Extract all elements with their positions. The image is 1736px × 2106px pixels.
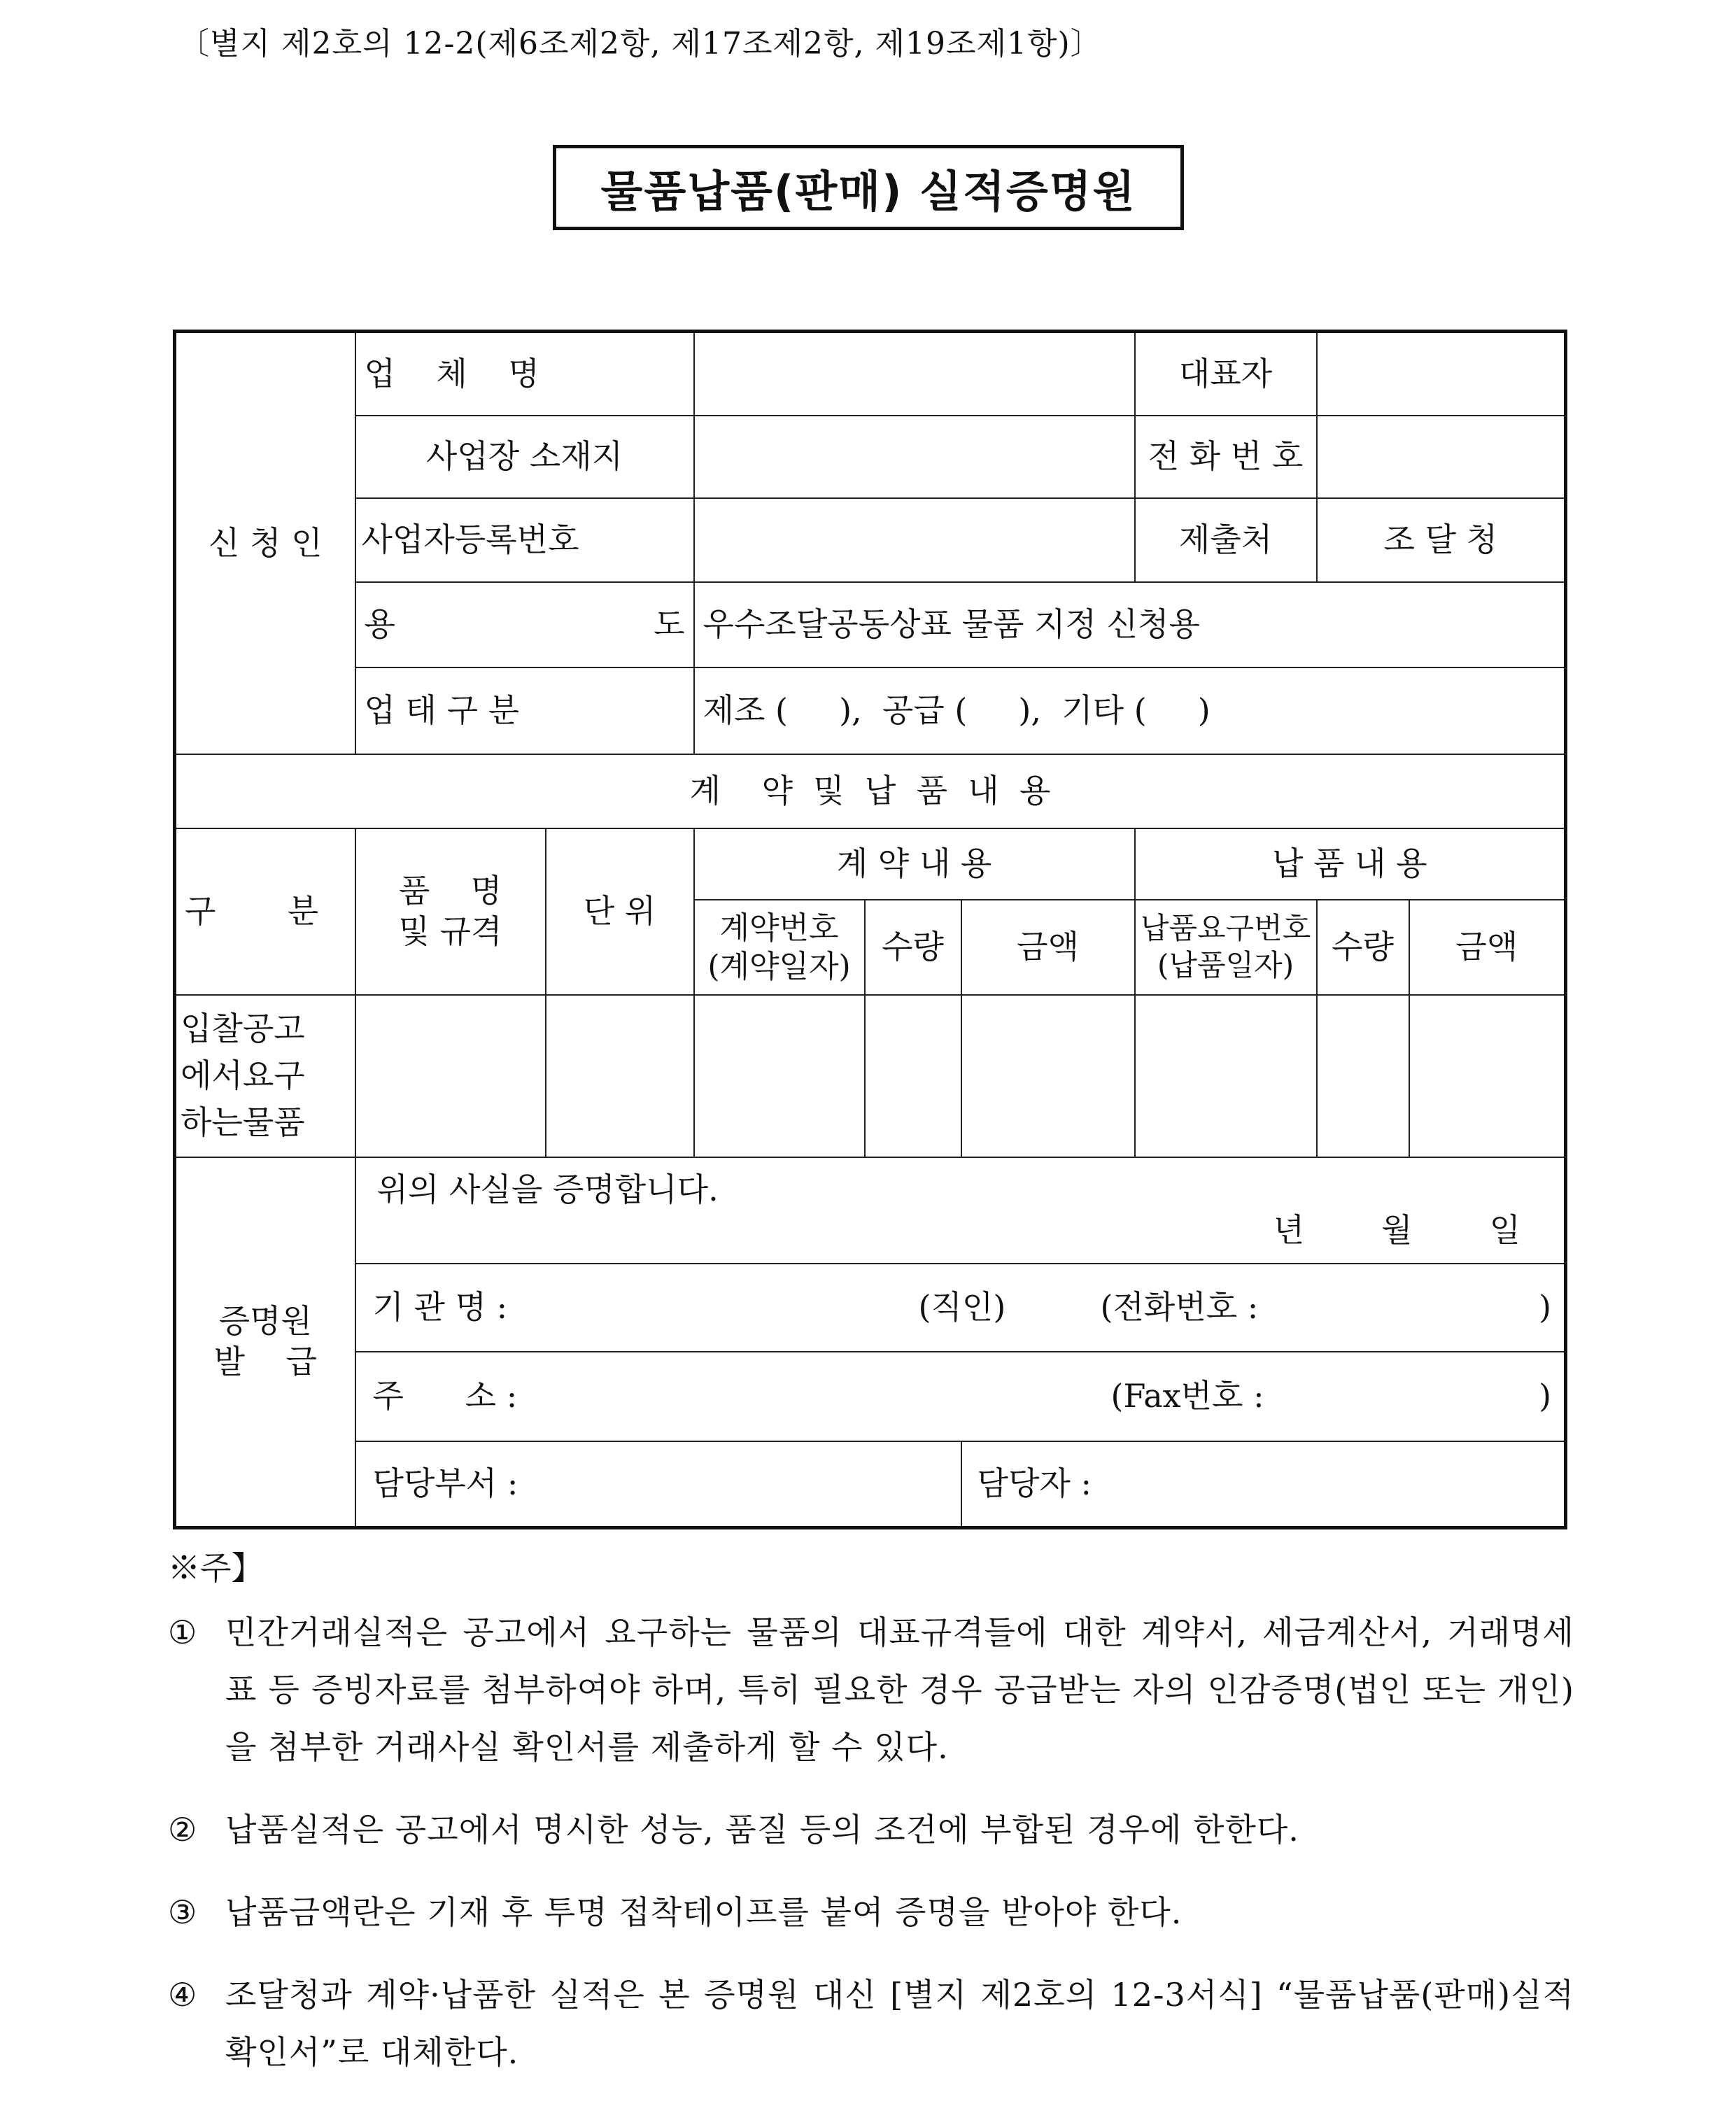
cert-statement-cell	[355, 1157, 1566, 1264]
row-company	[175, 332, 1566, 416]
row-cert-agency	[175, 1264, 1566, 1352]
row-address	[175, 416, 1566, 498]
notes-heading: ※주】	[168, 1549, 264, 1587]
submit-to-value: 조 달 청	[1317, 498, 1566, 582]
purpose-label: 용 도	[355, 582, 694, 667]
phone-label: 전 화 번 호	[1135, 416, 1317, 498]
row-cert-statement	[175, 1157, 1566, 1264]
biz-type-options[interactable]: 제조 ( ), 공급 ( ), 기타 ( )	[694, 667, 1566, 754]
delivery-amount-field[interactable]	[1409, 995, 1566, 1157]
form-reference: 〔별지 제2호의 12-2(제6조제2항, 제17조제2항, 제19조제1항)〕	[178, 26, 1102, 62]
agency-label: 기 관 명 :	[372, 1287, 508, 1326]
row-purpose	[175, 582, 1566, 667]
contract-section-title: 계 약 및 납 품 내 용	[175, 754, 1566, 828]
note-item	[168, 1966, 1574, 2081]
cert-section-label: 증명원 발 급	[175, 1157, 355, 1528]
row-biz-type	[175, 667, 1566, 754]
note-item	[168, 1801, 1574, 1858]
seal-label: (직인)	[918, 1287, 1006, 1326]
note-text: 납품금액란은 기재 후 투명 접착테이프를 붙여 증명을 받아야 한다.	[225, 1893, 1183, 1931]
cert-agency-cell	[355, 1264, 1566, 1352]
certificate-form-table	[173, 330, 1567, 1529]
address-field[interactable]	[694, 416, 1135, 498]
note-text: 납품실적은 공고에서 명시한 성능, 품질 등의 조건에 부합된 경우에 한한다.	[225, 1811, 1299, 1849]
item-name-field[interactable]	[355, 995, 546, 1157]
col-delivery-amount: 금액	[1409, 900, 1566, 995]
note-number: ③	[168, 1893, 197, 1931]
col-delivery-no: 납품요구번호 (납품일자)	[1135, 900, 1317, 995]
col-contract-amount: 금액	[961, 900, 1135, 995]
col-contract-group: 계 약 내 용	[694, 828, 1135, 900]
delivery-no-field[interactable]	[1135, 995, 1317, 1157]
row-contract-section-title	[175, 754, 1566, 828]
address-label: 사업장 소재지	[355, 416, 694, 498]
agency-phone-label: (전화번호 :	[1100, 1287, 1259, 1326]
note-number: ①	[168, 1613, 197, 1651]
row-cert-address	[175, 1352, 1566, 1441]
submit-to-label: 제출처	[1135, 498, 1317, 582]
representative-label: 대표자	[1135, 332, 1317, 416]
note-number: ④	[168, 1976, 197, 2014]
company-name-field[interactable]	[694, 332, 1135, 416]
row-cert-dept	[175, 1441, 1566, 1528]
cert-address-label: 주 소 :	[372, 1376, 518, 1415]
cert-address-cell	[355, 1352, 1566, 1441]
note-item	[168, 1884, 1574, 1941]
delivery-qty-field[interactable]	[1317, 995, 1409, 1157]
phone-field[interactable]	[1317, 416, 1566, 498]
cert-statement: 위의 사실을 증명합니다.	[376, 1171, 719, 1208]
applicant-section-label: 신 청 인	[175, 332, 355, 754]
title-box	[553, 145, 1184, 230]
biz-reg-label: 사업자등록번호	[355, 498, 694, 582]
note-item	[168, 1604, 1574, 1776]
row-item	[175, 995, 1566, 1157]
col-delivery-qty: 수량	[1317, 900, 1409, 995]
row-col-header-1	[175, 828, 1566, 900]
company-name-label: 업 체 명	[355, 332, 694, 416]
col-item-name: 품 명 및 규격	[355, 828, 546, 995]
person-label: 담당자 :	[961, 1441, 1566, 1528]
col-contract-no: 계약번호 (계약일자)	[694, 900, 865, 995]
contract-no-field[interactable]	[694, 995, 865, 1157]
biz-type-label: 업 태 구 분	[355, 667, 694, 754]
dept-label: 담당부서 :	[355, 1441, 961, 1528]
unit-field[interactable]	[546, 995, 694, 1157]
row-biz-reg	[175, 498, 1566, 582]
col-delivery-group: 납 품 내 용	[1135, 828, 1566, 900]
col-unit: 단 위	[546, 828, 694, 995]
note-text: 민간거래실적은 공고에서 요구하는 물품의 대표규격들에 대한 계약서, 세금계산서, 거래명세표 등 증빙자료를 첨부하여야 하며, 특히 필요한 경우 공급받는 자의 인감증명(법인 또는 개인)을 첨부한 거래사실 확인서를 제출하게 할 수 있다.	[225, 1613, 1574, 1766]
purpose-value: 우수조달공동상표 물품 지정 신청용	[694, 582, 1566, 667]
agency-phone-close: )	[1539, 1287, 1552, 1326]
row-item-label: 입찰공고 에서요구 하는물품	[175, 995, 355, 1157]
note-text: 조달청과 계약·납품한 실적은 본 증명원 대신 [별지 제2호의 12-3서식] “물품납품(판매)실적확인서”로 대체한다.	[225, 1976, 1574, 2071]
contract-amount-field[interactable]	[961, 995, 1135, 1157]
page-title: 물품납품(판매) 실적증명원	[600, 165, 1136, 217]
contract-qty-field[interactable]	[865, 995, 961, 1157]
biz-reg-field[interactable]	[694, 498, 1135, 582]
notes	[168, 1549, 1574, 2106]
col-contract-qty: 수량	[865, 900, 961, 995]
col-category: 구 분	[175, 828, 355, 995]
fax-label: (Fax번호 :	[1110, 1376, 1264, 1415]
note-number: ②	[168, 1811, 197, 1849]
fax-close: )	[1539, 1376, 1552, 1415]
representative-field[interactable]	[1317, 332, 1566, 416]
cert-date: 년 월 일	[1273, 1210, 1521, 1249]
